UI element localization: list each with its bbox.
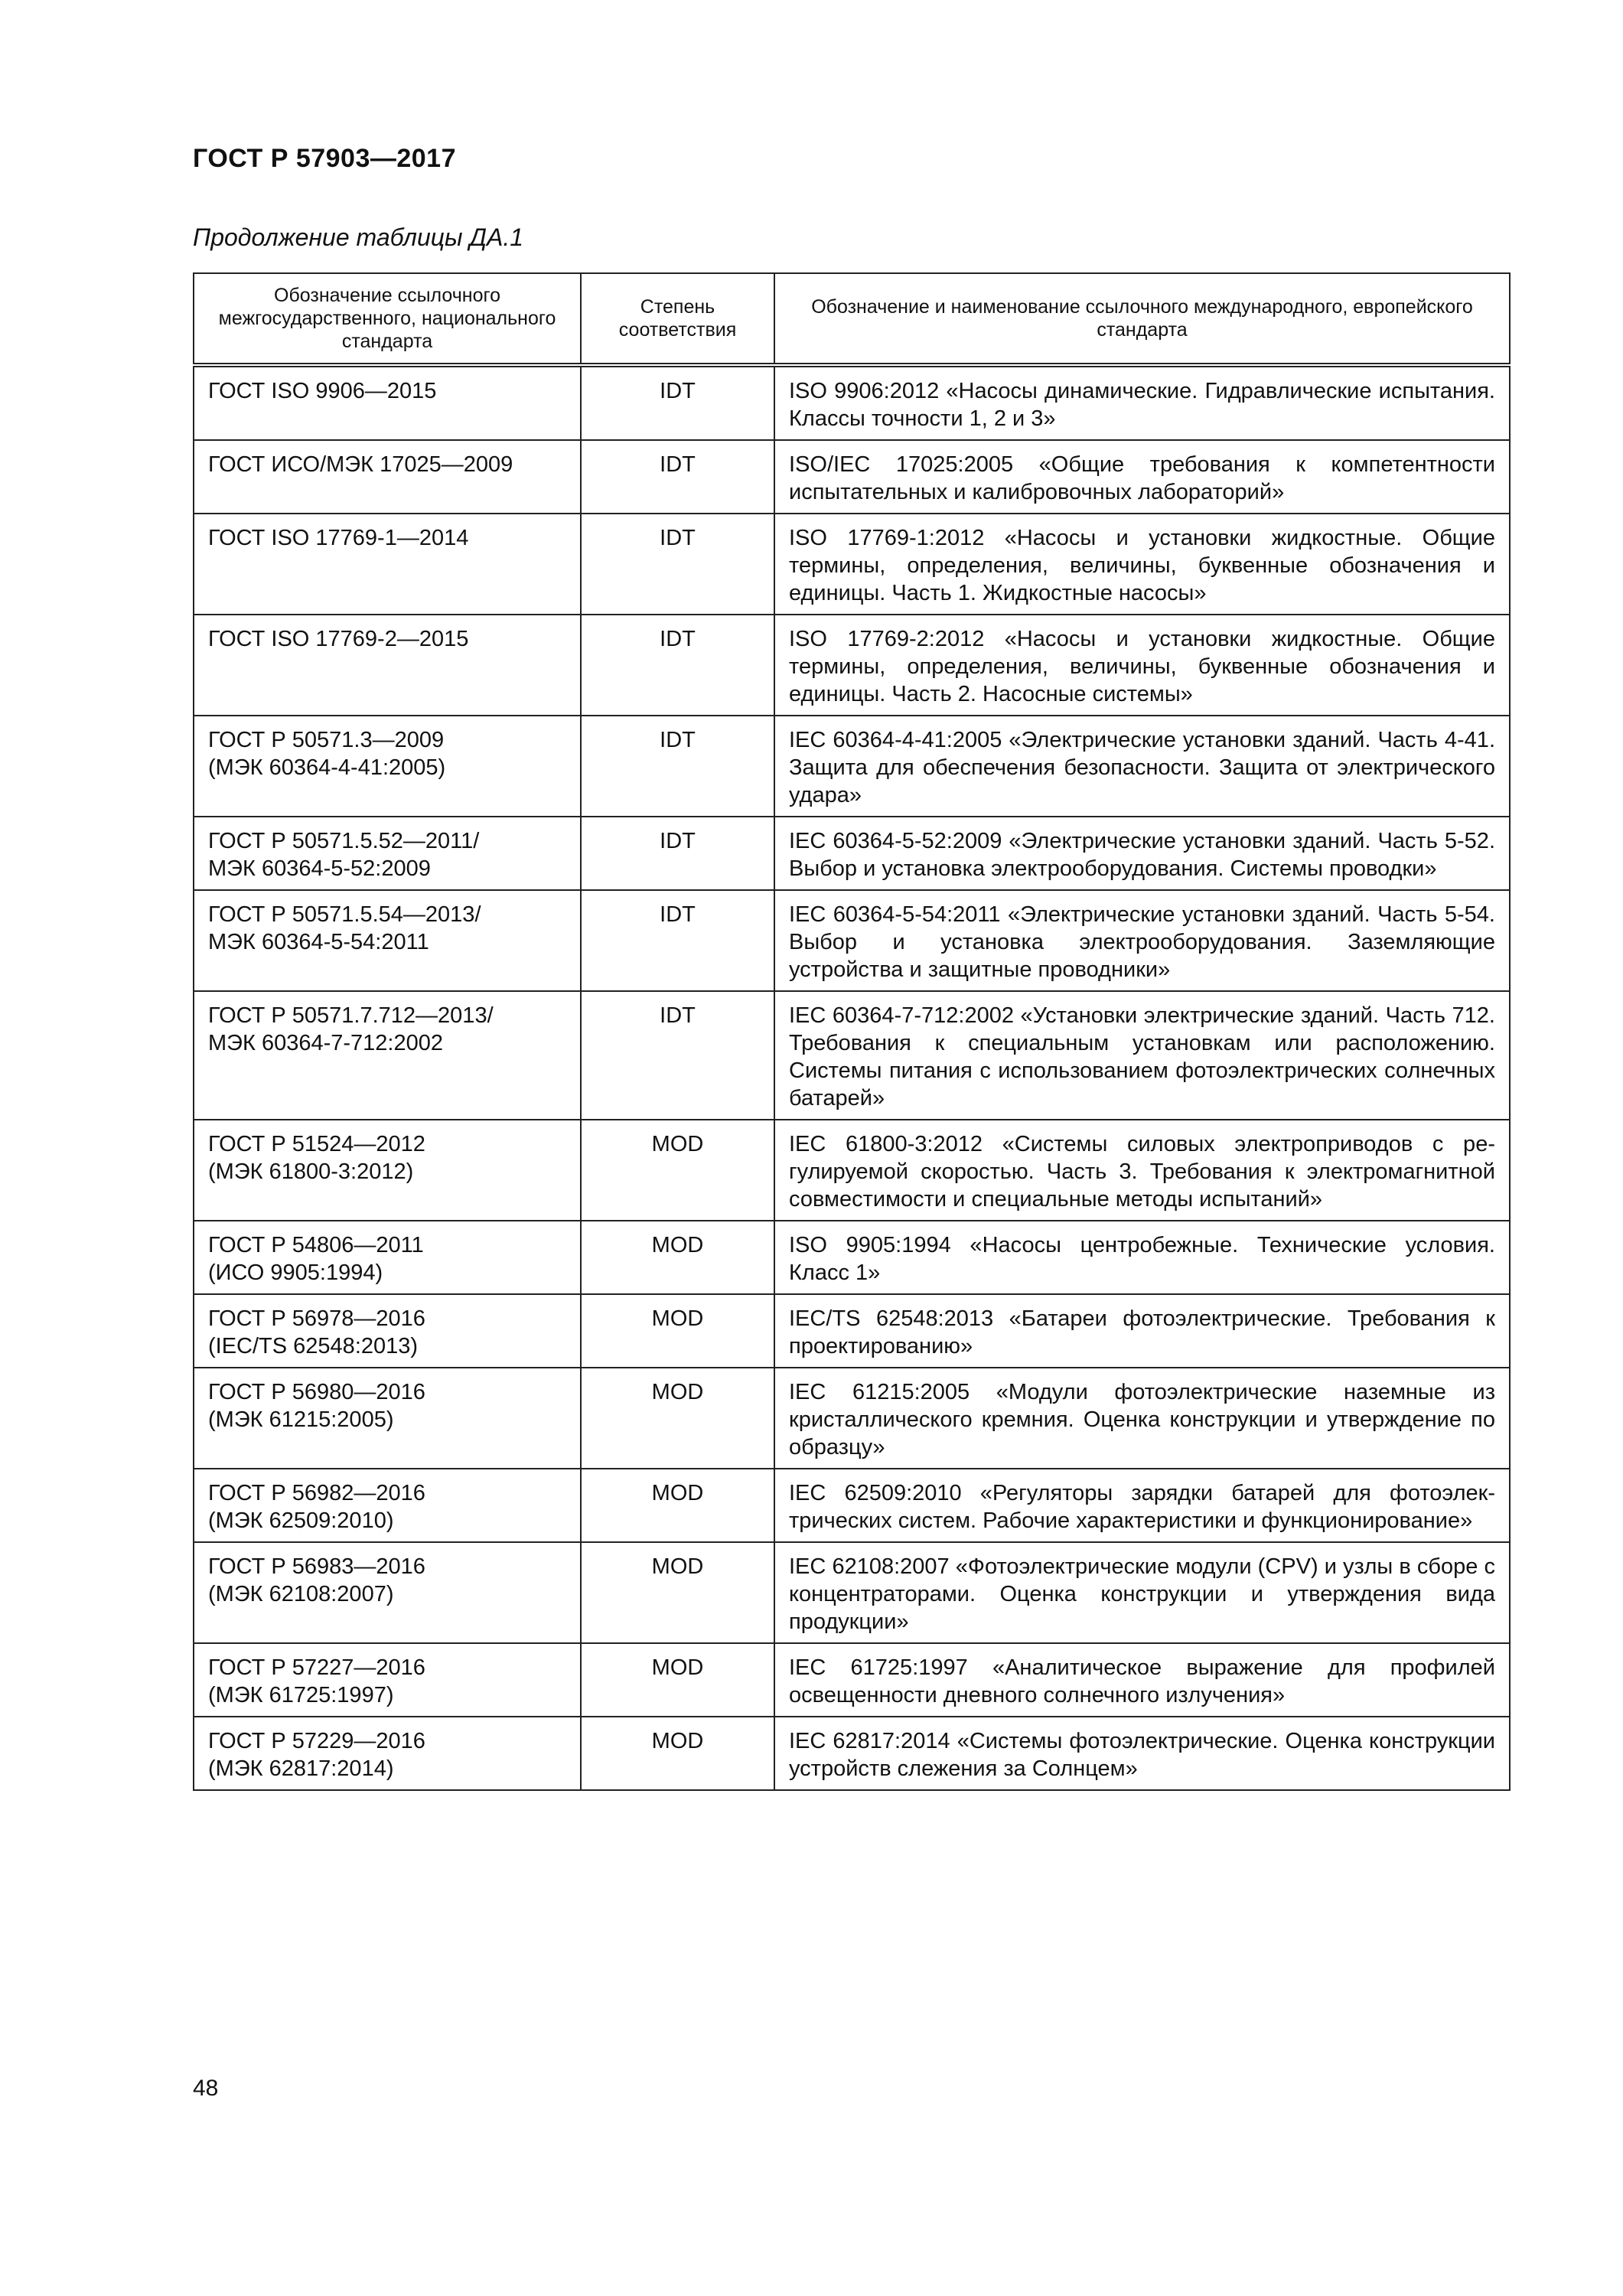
compliance-degree-cell: MOD	[581, 1469, 774, 1542]
table-row	[194, 991, 1510, 1120]
international-standard-cell: IEC 60364-7-712:2002 «Установки электрические зданий. Часть 712. Требования к специальным установкам или расположению. Системы питания с использованием фотоэлектрических солнечных батарей»	[774, 991, 1510, 1120]
compliance-degree-cell: IDT	[581, 991, 774, 1120]
compliance-degree-cell: MOD	[581, 1294, 774, 1368]
table-header-row	[194, 273, 1510, 365]
column-header-compliance-degree: Степень соответствия	[581, 273, 774, 365]
compliance-degree-cell: IDT	[581, 716, 774, 817]
national-standard-designation: ГОСТ ISO 9906—2015	[208, 379, 437, 403]
national-standard-cell	[194, 514, 581, 615]
international-standard-cell: IEC/TS 62548:2013 «Батареи фотоэлектрические. Требования к проектированию»	[774, 1294, 1510, 1368]
compliance-degree-cell: MOD	[581, 1368, 774, 1469]
national-standard-designation: (ИСО 9905:1994)	[208, 1261, 383, 1285]
international-standard-cell: IEC 61725:1997 «Аналитическое выражение для профилей освещенности дневного солнечного излучения»	[774, 1643, 1510, 1717]
international-standard-cell: IEC 61800-3:2012 «Системы силовых электроприводов с регулируемой скоростью. Часть 3. Требования к электромагнитной совместимости и специальные методы испытаний»	[774, 1120, 1510, 1221]
national-standard-cell	[194, 1643, 581, 1717]
international-standard-cell: ISO 9906:2012 «Насосы динамические. Гидравлические испытания. Классы точности 1, 2 и 3»	[774, 365, 1510, 440]
national-standard-designation: МЭК 60364-5-54:2011	[208, 930, 429, 954]
table-row	[194, 514, 1510, 615]
international-standard-cell: ISO 9905:1994 «Насосы центробежные. Технические условия. Класс 1»	[774, 1221, 1510, 1294]
document-header: ГОСТ Р 57903—2017	[193, 144, 457, 173]
compliance-degree-cell: MOD	[581, 1221, 774, 1294]
compliance-degree-cell: IDT	[581, 615, 774, 716]
table-row	[194, 1221, 1510, 1294]
national-standard-cell	[194, 817, 581, 890]
national-standard-designation: ГОСТ Р 50571.5.52—2011/	[208, 829, 480, 853]
national-standard-designation: ГОСТ Р 51524—2012	[208, 1132, 425, 1156]
national-standard-cell	[194, 1221, 581, 1294]
compliance-degree-cell: MOD	[581, 1120, 774, 1221]
compliance-degree-cell: IDT	[581, 890, 774, 991]
national-standard-designation: (МЭК 61215:2005)	[208, 1407, 394, 1432]
national-standard-designation: ГОСТ Р 57229—2016	[208, 1729, 425, 1753]
table-body	[194, 365, 1510, 1790]
compliance-degree-cell: IDT	[581, 365, 774, 440]
table-row	[194, 1717, 1510, 1790]
international-standard-cell: ISO 17769-2:2012 «Насосы и установки жидкостные. Общие термины, определения, величины, буквенные обозначения и единицы. Часть 2. Насосные системы»	[774, 615, 1510, 716]
table-row	[194, 1120, 1510, 1221]
national-standard-designation: ГОСТ Р 56978—2016	[208, 1306, 425, 1331]
table-row	[194, 1643, 1510, 1717]
international-standard-cell: IEC 62817:2014 «Системы фотоэлектрические. Оценка конструкции устройств слежения за Солнцем»	[774, 1717, 1510, 1790]
international-standard-cell: IEC 60364-5-54:2011 «Электрические установки зданий. Часть 5-54. Выбор и установка электрооборудования. Заземляющие устройства и защитные проводники»	[774, 890, 1510, 991]
national-standard-designation: ГОСТ Р 56980—2016	[208, 1380, 425, 1404]
national-standard-designation: ГОСТ Р 50571.7.712—2013/	[208, 1003, 494, 1028]
national-standard-designation: (МЭК 62817:2014)	[208, 1756, 394, 1781]
table-row	[194, 440, 1510, 514]
national-standard-cell	[194, 890, 581, 991]
national-standard-designation: ГОСТ Р 54806—2011	[208, 1233, 424, 1257]
table-row	[194, 365, 1510, 440]
table-row	[194, 615, 1510, 716]
national-standard-designation: ГОСТ ISO 17769-1—2014	[208, 526, 469, 550]
compliance-degree-cell: MOD	[581, 1542, 774, 1643]
column-header-international-standard: Обозначение и наименование ссылочного международного, европейского стандарта	[774, 273, 1510, 365]
national-standard-designation: ГОСТ ИСО/МЭК 17025—2009	[208, 452, 513, 477]
national-standard-designation: ГОСТ Р 56982—2016	[208, 1481, 425, 1505]
national-standard-designation: ГОСТ ISO 17769-2—2015	[208, 627, 469, 651]
national-standard-cell	[194, 1717, 581, 1790]
national-standard-designation: (IEC/TS 62548:2013)	[208, 1334, 419, 1358]
table-row	[194, 1469, 1510, 1542]
national-standard-cell	[194, 1368, 581, 1469]
compliance-degree-cell: IDT	[581, 440, 774, 514]
national-standard-cell	[194, 716, 581, 817]
international-standard-cell: IEC 60364-4-41:2005 «Электрические установки зданий. Часть 4-41. Защита для обеспечения безопасности. Защита от электрического удара»	[774, 716, 1510, 817]
national-standard-designation: МЭК 60364-7-712:2002	[208, 1031, 443, 1055]
table-row	[194, 716, 1510, 817]
table-row	[194, 1542, 1510, 1643]
national-standard-designation: МЭК 60364-5-52:2009	[208, 856, 431, 881]
page-number: 48	[193, 2076, 219, 2101]
national-standard-designation: (МЭК 60364-4-41:2005)	[208, 755, 446, 780]
national-standard-cell	[194, 991, 581, 1120]
reference-standards-table	[193, 272, 1511, 1791]
compliance-degree-cell: MOD	[581, 1643, 774, 1717]
table-caption: Продолжение таблицы ДА.1	[193, 223, 524, 251]
national-standard-designation: ГОСТ Р 50571.3—2009	[208, 728, 445, 752]
international-standard-cell: ISO 17769-1:2012 «Насосы и установки жидкостные. Общие термины, определения, величины, буквенные обозначения и единицы. Часть 1. Жидкостные насосы»	[774, 514, 1510, 615]
national-standard-designation: ГОСТ Р 57227—2016	[208, 1655, 425, 1680]
table-row	[194, 817, 1510, 890]
international-standard-cell: ISO/IEC 17025:2005 «Общие требования к компетентности испытательных и калибровочных лабораторий»	[774, 440, 1510, 514]
national-standard-cell	[194, 365, 581, 440]
international-standard-cell: IEC 61215:2005 «Модули фотоэлектрические наземные из кристаллического кремния. Оценка конструкции и утверждение по образцу»	[774, 1368, 1510, 1469]
table-row	[194, 890, 1510, 991]
national-standard-designation: (МЭК 61725:1997)	[208, 1683, 394, 1707]
national-standard-designation: (МЭК 62108:2007)	[208, 1582, 394, 1606]
national-standard-cell	[194, 440, 581, 514]
national-standard-designation: (МЭК 61800-3:2012)	[208, 1159, 414, 1184]
compliance-degree-cell: MOD	[581, 1717, 774, 1790]
table-row	[194, 1294, 1510, 1368]
national-standard-designation: ГОСТ Р 50571.5.54—2013/	[208, 902, 481, 927]
compliance-degree-cell: IDT	[581, 817, 774, 890]
national-standard-designation: ГОСТ Р 56983—2016	[208, 1554, 425, 1579]
national-standard-cell	[194, 1294, 581, 1368]
international-standard-cell: IEC 62108:2007 «Фотоэлектрические модули (CPV) и узлы в сборе с концентраторами. Оценка конструкции и утверждения вида продукции»	[774, 1542, 1510, 1643]
national-standard-cell	[194, 1120, 581, 1221]
column-header-national-standard: Обозначение ссылочного межгосударственного, национального стандарта	[194, 273, 581, 365]
international-standard-cell: IEC 62509:2010 «Регуляторы зарядки батарей для фотоэлектрических систем. Рабочие характеристики и функционирование»	[774, 1469, 1510, 1542]
national-standard-cell	[194, 615, 581, 716]
table-row	[194, 1368, 1510, 1469]
national-standard-cell	[194, 1542, 581, 1643]
national-standard-designation: (МЭК 62509:2010)	[208, 1508, 394, 1533]
national-standard-cell	[194, 1469, 581, 1542]
compliance-degree-cell: IDT	[581, 514, 774, 615]
international-standard-cell: IEC 60364-5-52:2009 «Электрические установки зданий. Часть 5-52. Выбор и установка электрооборудования. Системы проводки»	[774, 817, 1510, 890]
